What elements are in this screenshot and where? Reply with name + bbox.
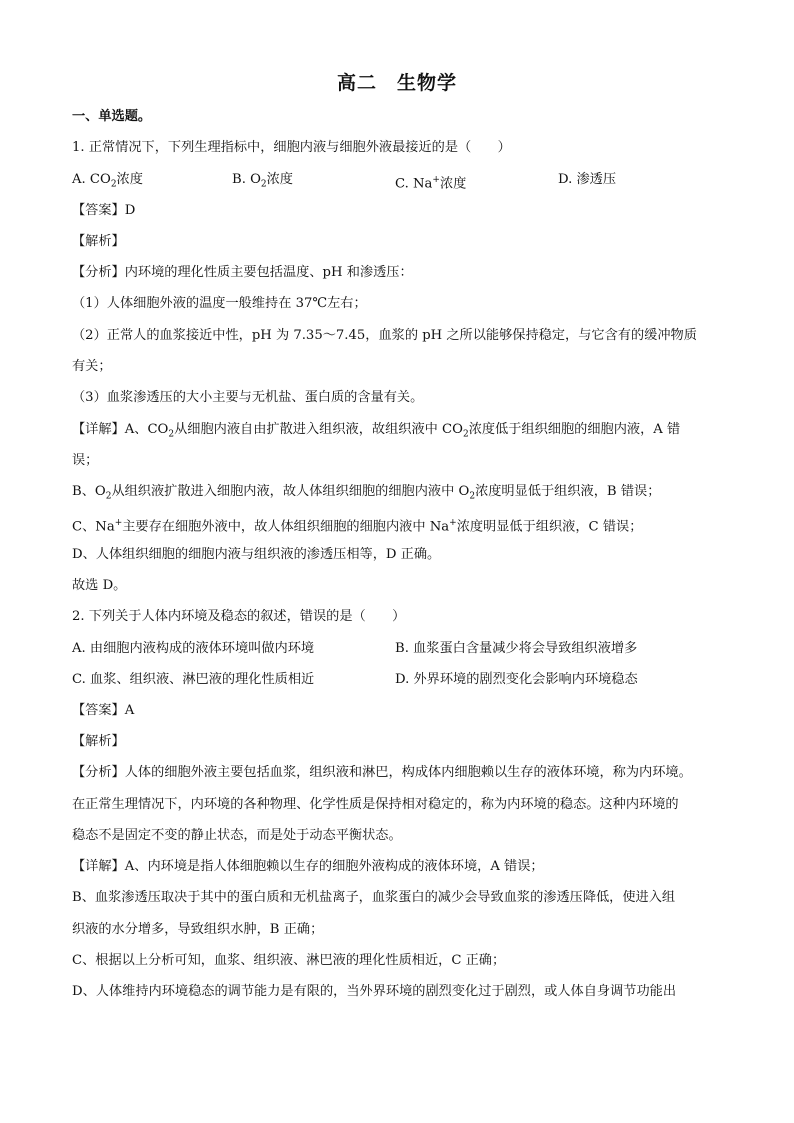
question-1-detail-line: 误； bbox=[72, 453, 99, 468]
question-2-option-d: D. 外界环境的剧烈变化会影响内环境稳态 bbox=[395, 672, 638, 687]
question-1-conclusion: 故选 D。 bbox=[72, 578, 127, 593]
question-1-analysis-line: 有关； bbox=[72, 359, 112, 374]
question-2-analysis-line: 稳态不是固定不变的静止状态，而是处于动态平衡状态。 bbox=[72, 828, 402, 843]
question-2-option-b: B. 血浆蛋白含量减少将会导致组织液增多 bbox=[395, 641, 638, 656]
question-2-analysis-line: 在正常生理情况下，内环境的各种物理、化学性质是保持相对稳定的，称为内环境的稳态。这种内环境的 bbox=[72, 797, 679, 812]
question-1-option-a: A. $CO_2$浓度 bbox=[72, 172, 143, 190]
page-title: 高二 生物学 bbox=[336, 72, 457, 94]
question-1-analysis-line: 【分析】内环境的理化性质主要包括温度、pH 和渗透压： bbox=[72, 265, 413, 280]
question-2-detail-line: 织液的水分增多，导致组织水肿，B 正确； bbox=[72, 922, 324, 937]
question-2-option-a: A. 由细胞内液构成的液体环境叫做内环境 bbox=[72, 641, 315, 656]
question-1-option-c: C. Na+浓度 bbox=[395, 175, 467, 192]
question-1-analysis-label: 【解析】 bbox=[72, 234, 125, 249]
question-2-detail-line: 【详解】A、内环境是指人体细胞赖以生存的细胞外液构成的液体环境，A 错误； bbox=[72, 859, 544, 874]
question-1-detail-line: D、人体组织细胞的细胞内液与组织液的渗透压相等，D 正确。 bbox=[72, 547, 441, 562]
question-1-detail-line: C、Na+主要存在细胞外液中，故人体组织细胞的细胞内液中 Na+浓度明显低于组织液，C 错误； bbox=[72, 518, 643, 535]
question-1-detail-line: 【详解】A、$CO_2$从细胞内液自由扩散进入组织液，故组织液中 $CO_2$浓度低于组织细胞的细胞内液，A 错 bbox=[72, 422, 681, 440]
question-2-detail-line: D、人体维持内环境稳态的调节能力是有限的，当外界环境的剧烈变化过于剧烈，或人体自身调节功能出 bbox=[72, 984, 677, 999]
question-1-analysis-line: （2）正常人的血浆接近中性，pH 为 7.35～7.45，血浆的 pH 之所以能够保持稳定，与它含有的缓冲物质 bbox=[72, 328, 697, 343]
question-2-detail-line: C、根据以上分析可知，血浆、组织液、淋巴液的理化性质相近，C 正确； bbox=[72, 953, 506, 968]
question-2-analysis-label: 【解析】 bbox=[72, 734, 125, 749]
question-1-analysis-line: （3）血浆渗透压的大小主要与无机盐、蛋白质的含量有关。 bbox=[72, 390, 424, 405]
question-1-detail-line: B、$O_2$从组织液扩散进入细胞内液，故人体组织细胞的细胞内液中 $O_2$浓度明显低于组织液，B 错误； bbox=[72, 484, 661, 502]
question-1-analysis-line: （1）人体细胞外液的温度一般维持在 37℃左右； bbox=[72, 296, 367, 311]
question-1-stem: 1. 正常情况下，下列生理指标中，细胞内液与细胞外液最接近的是（ ） bbox=[72, 140, 511, 155]
question-1-option-d: D. 渗透压 bbox=[558, 172, 617, 187]
question-2-option-c: C. 血浆、组织液、淋巴液的理化性质相近 bbox=[72, 672, 315, 687]
question-1-answer: 【答案】D bbox=[72, 203, 136, 218]
question-2-stem: 2. 下列关于人体内环境及稳态的叙述，错误的是（ ） bbox=[72, 609, 406, 624]
section-header: 一、单选题。 bbox=[72, 109, 152, 124]
question-2-detail-line: B、血浆渗透压取决于其中的蛋白质和无机盐离子，血浆蛋白的减少会导致血浆的渗透压降低，使进入组 bbox=[72, 890, 676, 905]
question-2-answer: 【答案】A bbox=[72, 703, 135, 718]
question-1-option-b: B. $O_2$浓度 bbox=[232, 172, 293, 190]
question-2-analysis-line: 【分析】人体的细胞外液主要包括血浆，组织液和淋巴，构成体内细胞赖以生存的液体环境，称为内环境。 bbox=[72, 765, 692, 780]
